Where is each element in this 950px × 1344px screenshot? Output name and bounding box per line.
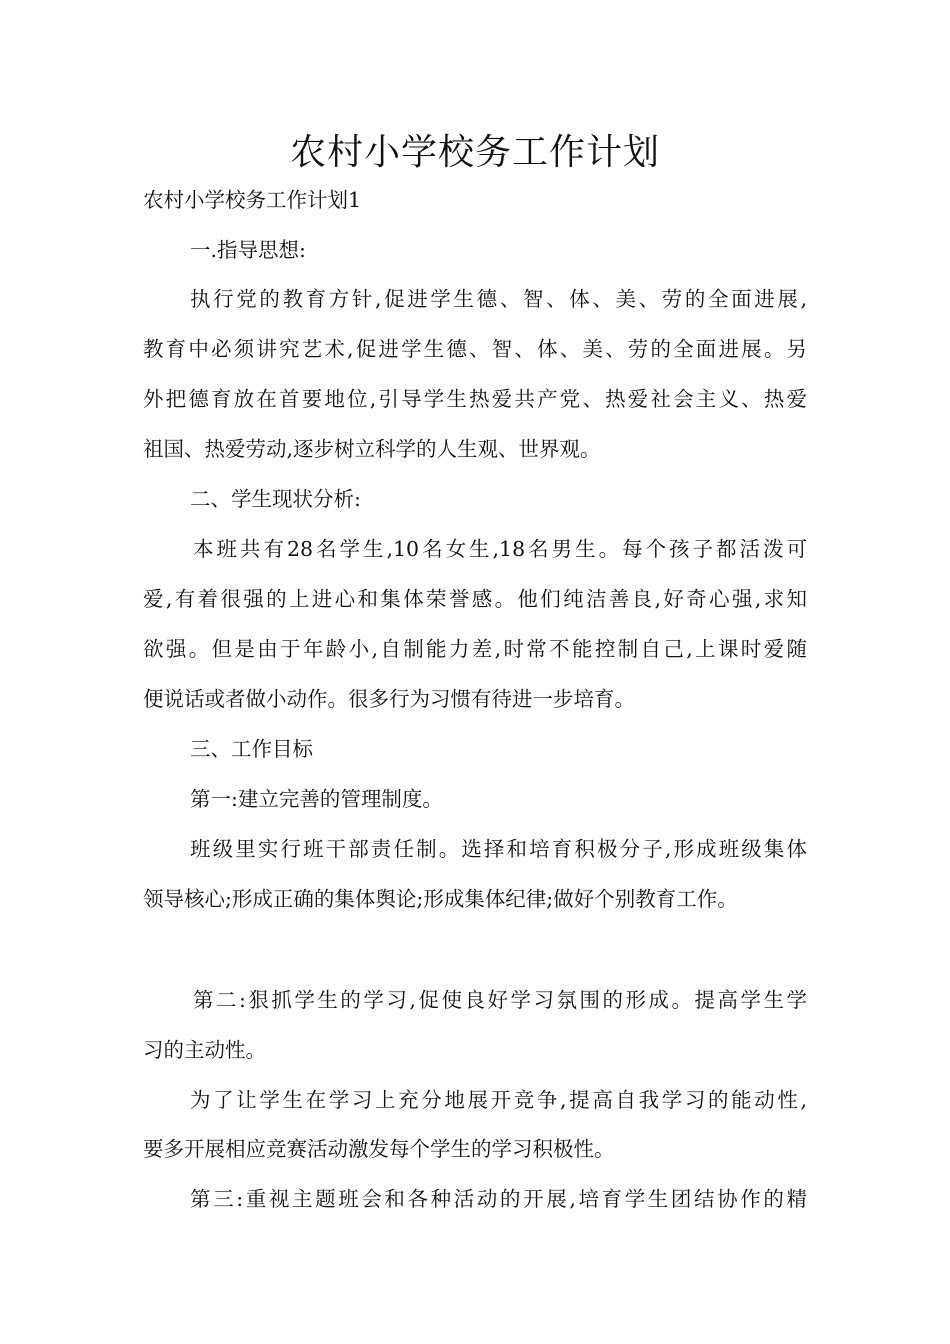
section-heading-3: 三、工作目标 xyxy=(190,737,313,761)
subtitle-line: 农村小学校务工作计划1 xyxy=(143,188,362,212)
paragraph-line: 要多开展相应竞赛活动激发每个学生的学习积极性。 xyxy=(143,1137,615,1161)
paragraph-line: 教育中必须讲究艺术,促进学生德、智、体、美、劳的全面进展。另 xyxy=(143,337,807,361)
paragraph-line: 习的主动性。 xyxy=(143,1038,266,1062)
paragraph-line: 为了让学生在学习上充分地展开竞争,提高自我学习的能动性, xyxy=(190,1088,807,1112)
paragraph-line: 执行党的教育方针,促进学生德、智、体、美、劳的全面进展, xyxy=(190,287,807,311)
section-heading-2: 二、学生现状分析: xyxy=(190,487,361,511)
paragraph-line: 祖国、热爱劳动,逐步树立科学的人生观、世界观。 xyxy=(143,437,601,461)
goal-heading-3: 第三:重视主题班会和各种活动的开展,培育学生团结协作的精 xyxy=(190,1187,807,1211)
document-title: 农村小学校务工作计划 xyxy=(289,132,660,173)
paragraph-line: 爱,有着很强的上进心和集体荣誉感。他们纯洁善良,好奇心强,求知 xyxy=(143,587,807,611)
paragraph-line: 便说话或者做小动作。很多行为习惯有待进一步培育。 xyxy=(143,687,635,711)
paragraph-line: 本班共有28名学生,10名女生,18名男生。每个孩子都活泼可 xyxy=(193,537,807,561)
paragraph-line: 领导核心;形成正确的集体舆论;形成集体纪律;做好个别教育工作。 xyxy=(143,887,738,911)
goal-heading-2: 第二:狠抓学生的学习,促使良好学习氛围的形成。提高学生学 xyxy=(193,988,807,1012)
section-heading-1: 一.指导思想: xyxy=(190,238,306,262)
paragraph-line: 外把德育放在首要地位,引导学生热爱共产党、热爱社会主义、热爱 xyxy=(143,387,807,411)
paragraph-line: 班级里实行班干部责任制。选择和培育积极分子,形成班级集体 xyxy=(190,837,807,861)
paragraph-line: 欲强。但是由于年龄小,自制能力差,时常不能控制自己,上课时爱随 xyxy=(143,637,807,661)
goal-heading-1: 第一:建立完善的管理制度。 xyxy=(190,787,443,811)
